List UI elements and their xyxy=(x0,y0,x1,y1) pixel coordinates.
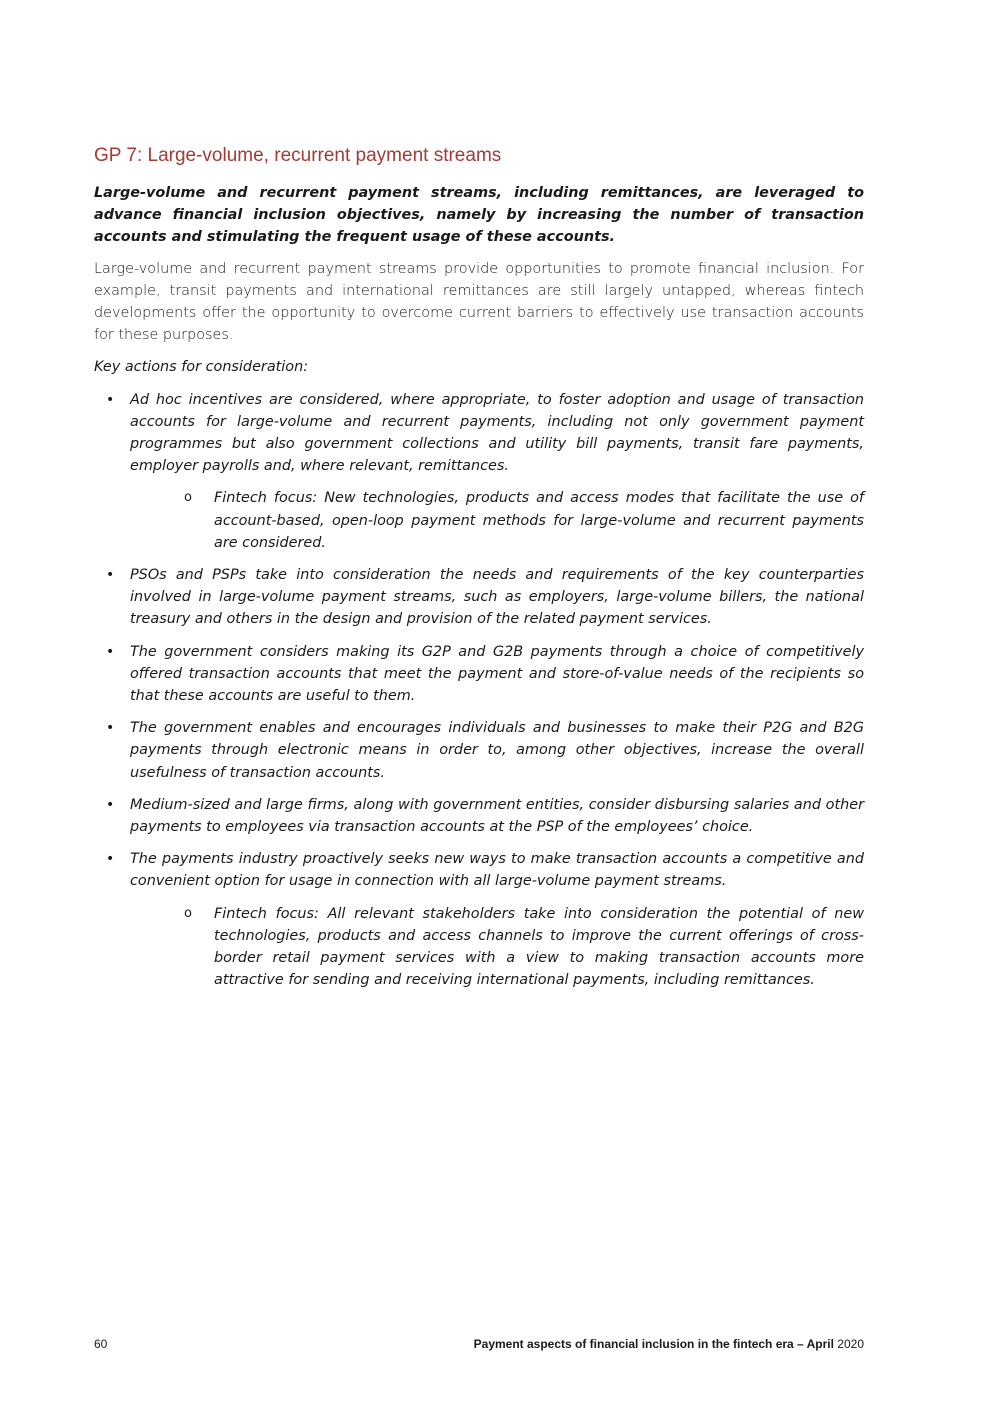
lead-statement: Large-volume and recurrent payment streams, including remittances, are leveraged to advance financial inclusion objectives, namely by increasing the number of transaction accounts and stimulating the frequent usage of these accounts. xyxy=(94,185,864,246)
section-heading: GP 7: Large-volume, recurrent payment streams xyxy=(94,145,502,166)
bullet-icon: • xyxy=(106,851,115,868)
fintech-focus-text: Fintech focus: New technologies, products and access modes that facilitate the use of account-based, open-loop payment methods for large-volume and recurrent payments are considered. xyxy=(214,490,864,551)
footer-title-text: Payment aspects of financial inclusion in the fintech era – April xyxy=(473,1337,834,1351)
body-paragraph: Large-volume and recurrent payment streams provide opportunities to promote financial inclusion. For example, transit payments and international remittances are still largely untapped, whereas fintech developments offer the opportunity to overcome current barriers to effectively use transaction accounts for these purposes. xyxy=(94,260,864,344)
action-text: The government considers making its G2P and G2B payments through a choice of competitively offered transaction accounts that meet the payment and store-of-value needs of the recipients so that these accounts are useful to them. xyxy=(130,643,864,705)
bullet-icon: • xyxy=(106,643,115,660)
action-item-5 xyxy=(94,794,864,838)
action-item-4 xyxy=(94,717,864,784)
fintech-focus-item xyxy=(94,487,864,554)
key-actions-intro: Key actions for consideration: xyxy=(94,359,309,376)
page-number: 60 xyxy=(94,1337,108,1351)
key-actions-list xyxy=(94,389,864,992)
action-item-2 xyxy=(94,564,864,631)
action-text: PSOs and PSPs take into consideration the needs and requirements of the key counterparties involved in large-volume payment streams, such as employers, large-volume billers, the national treasury and others in the design and provision of the related payment services. xyxy=(130,567,864,628)
action-item-1 xyxy=(94,389,864,554)
action-item-6 xyxy=(94,848,864,991)
bullet-icon: • xyxy=(106,796,115,813)
action-item-3 xyxy=(94,641,864,708)
action-text: The payments industry proactively seeks new ways to make transaction accounts a competitive and convenient option for usage in connection with all large-volume payment streams. xyxy=(130,851,864,890)
footer-year: 2020 xyxy=(837,1337,864,1351)
bullet-icon: • xyxy=(106,391,115,408)
action-text: Ad hoc incentives are considered, where appropriate, to foster adoption and usage of transaction accounts for large-volume and recurrent payments, including not only government payment programmes but also government collections and utility bill payments, transit fare payments, employer payrolls and, where relevant, remittances. xyxy=(130,391,864,475)
action-text: The government enables and encourages individuals and businesses to make their P2G and B2G payments through electronic means in order to, among other objectives, increase the overall usefulness of transaction accounts. xyxy=(130,720,864,781)
sub-bullet-icon: o xyxy=(184,490,192,506)
sub-bullet-icon: o xyxy=(184,905,192,921)
fintech-focus-text: Fintech focus: All relevant stakeholders take into consideration the potential of new technologies, products and access channels to improve the current offerings of cross-border retail payment services with a view to making transaction accounts more attractive for sending and receiving international payments, including remittances. xyxy=(214,905,864,989)
fintech-focus-item xyxy=(94,903,864,992)
page-content xyxy=(94,143,864,1002)
bullet-icon: • xyxy=(106,567,115,584)
bullet-icon: • xyxy=(106,720,115,737)
footer-title xyxy=(474,1337,864,1351)
action-text: Medium-sized and large firms, along with government entities, consider disbursing salaries and other payments to employees via transaction accounts at the PSP of the employees’ choice. xyxy=(130,796,864,836)
